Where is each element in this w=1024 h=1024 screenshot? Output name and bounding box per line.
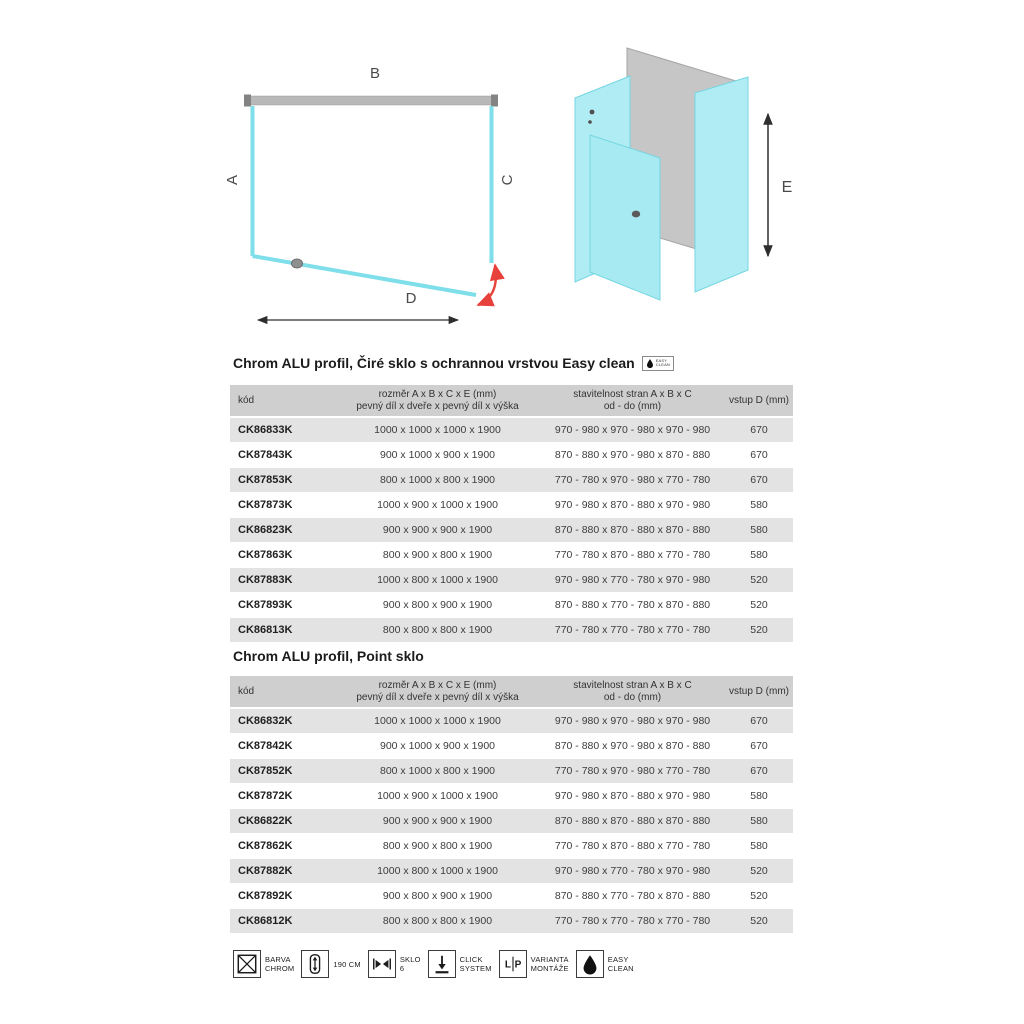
badge-label-line1: CLICK bbox=[459, 955, 483, 964]
iso-door-panel bbox=[590, 135, 660, 300]
top-view-diagram bbox=[225, 50, 525, 355]
col-header-code: kód bbox=[230, 385, 335, 417]
badge-label-line1: BARVA bbox=[265, 955, 291, 964]
easy-clean-badge bbox=[642, 356, 674, 371]
cell-entry-width: 670 bbox=[725, 758, 793, 783]
cell-entry-width: 580 bbox=[725, 833, 793, 858]
badge-label-line1: SKLO bbox=[399, 955, 421, 964]
cell-adjustability: 770 - 780 x 770 - 780 x 770 - 780 bbox=[540, 617, 725, 642]
cell-product-code: CK87842K bbox=[230, 733, 335, 758]
badge-label-line2: SYSTEM bbox=[459, 964, 492, 973]
cell-adjustability: 970 - 980 x 870 - 880 x 970 - 980 bbox=[540, 783, 725, 808]
badge-easy-clean bbox=[576, 950, 634, 978]
cell-size: 800 x 800 x 800 x 1900 bbox=[335, 908, 540, 933]
cell-size: 1000 x 900 x 1000 x 1900 bbox=[335, 783, 540, 808]
cell-adjustability: 770 - 780 x 770 - 780 x 770 - 780 bbox=[540, 908, 725, 933]
lp-letter-right: P bbox=[514, 959, 522, 971]
col-header-size-line2: pevný díl x dveře x pevný díl x výška bbox=[356, 691, 519, 703]
table-row bbox=[230, 567, 793, 592]
profile-end-cap-right bbox=[491, 95, 498, 107]
col-header-code: kód bbox=[230, 676, 335, 708]
badge-barva-chrom bbox=[233, 950, 294, 978]
click-system-icon bbox=[428, 950, 456, 978]
cell-product-code: CK87853K bbox=[230, 467, 335, 492]
table-row bbox=[230, 758, 793, 783]
col-header-size bbox=[335, 676, 540, 708]
cell-product-code: CK87873K bbox=[230, 492, 335, 517]
cell-adjustability: 870 - 880 x 870 - 880 x 870 - 880 bbox=[540, 808, 725, 833]
cell-entry-width: 670 bbox=[725, 442, 793, 467]
lp-variant-icon bbox=[499, 950, 527, 978]
iso-right-glass-panel bbox=[695, 77, 748, 292]
badge-label-line2: 6 bbox=[399, 964, 405, 973]
cell-product-code: CK87863K bbox=[230, 542, 335, 567]
col-header-adjust bbox=[540, 676, 725, 708]
section1-title-text: Chrom ALU profil, Čiré sklo s ochrannou vrstvou Easy clean bbox=[233, 355, 635, 371]
cell-entry-width: 670 bbox=[725, 467, 793, 492]
cell-size: 900 x 1000 x 900 x 1900 bbox=[335, 733, 540, 758]
label-c: C bbox=[499, 174, 516, 186]
easy-clean-badge-line2: CLEAN bbox=[655, 362, 671, 367]
col-header-size-line1: rozměr A x B x C x E (mm) bbox=[378, 680, 497, 691]
table-row bbox=[230, 883, 793, 908]
cell-entry-width: 580 bbox=[725, 542, 793, 567]
table-row bbox=[230, 858, 793, 883]
table-row bbox=[230, 708, 793, 733]
table-row bbox=[230, 417, 793, 442]
spec-table-point bbox=[230, 676, 793, 934]
iso-door-handle bbox=[632, 211, 640, 218]
hinge-dot-top bbox=[590, 110, 595, 115]
easy-clean-drop-icon bbox=[646, 358, 654, 369]
cell-size: 800 x 1000 x 800 x 1900 bbox=[335, 758, 540, 783]
cell-adjustability: 870 - 880 x 970 - 980 x 870 - 880 bbox=[540, 733, 725, 758]
section1-title bbox=[233, 355, 674, 371]
table-row bbox=[230, 542, 793, 567]
cell-entry-width: 580 bbox=[725, 808, 793, 833]
table-row bbox=[230, 908, 793, 933]
badge-varianta-montaze bbox=[499, 950, 569, 978]
cell-entry-width: 520 bbox=[725, 883, 793, 908]
door-swing-arrow bbox=[478, 265, 496, 305]
col-header-adjust bbox=[540, 385, 725, 417]
cell-adjustability: 870 - 880 x 770 - 780 x 870 - 880 bbox=[540, 592, 725, 617]
cell-size: 900 x 900 x 900 x 1900 bbox=[335, 808, 540, 833]
badge-label-line1: VARIANTA bbox=[530, 955, 569, 964]
cell-product-code: CK87843K bbox=[230, 442, 335, 467]
cell-adjustability: 870 - 880 x 970 - 980 x 870 - 880 bbox=[540, 442, 725, 467]
cell-size: 1000 x 900 x 1000 x 1900 bbox=[335, 492, 540, 517]
label-d: D bbox=[405, 290, 417, 307]
col-header-entry: vstup D (mm) bbox=[725, 676, 793, 708]
table-row bbox=[230, 467, 793, 492]
col-header-adjust-line2: od - do (mm) bbox=[603, 400, 662, 412]
cell-product-code: CK86812K bbox=[230, 908, 335, 933]
cell-product-code: CK87883K bbox=[230, 567, 335, 592]
cell-product-code: CK87892K bbox=[230, 883, 335, 908]
glass-thickness-icon bbox=[368, 950, 396, 978]
easy-clean-badge-line1: EASY bbox=[655, 357, 668, 363]
cell-entry-width: 580 bbox=[725, 517, 793, 542]
cell-product-code: CK87852K bbox=[230, 758, 335, 783]
cell-size: 900 x 1000 x 900 x 1900 bbox=[335, 442, 540, 467]
cell-product-code: CK86832K bbox=[230, 708, 335, 733]
label-a: A bbox=[225, 174, 241, 186]
cell-adjustability: 970 - 980 x 970 - 980 x 970 - 980 bbox=[540, 708, 725, 733]
footer-badges bbox=[233, 950, 634, 978]
cell-adjustability: 870 - 880 x 770 - 780 x 870 - 880 bbox=[540, 883, 725, 908]
table-row bbox=[230, 733, 793, 758]
cell-entry-width: 670 bbox=[725, 708, 793, 733]
col-header-adjust-line1: stavitelnost stran A x B x C bbox=[573, 389, 692, 400]
cell-entry-width: 520 bbox=[725, 617, 793, 642]
cell-adjustability: 770 - 780 x 970 - 980 x 770 - 780 bbox=[540, 467, 725, 492]
badge-height-190 bbox=[301, 950, 360, 978]
cell-size: 1000 x 1000 x 1000 x 1900 bbox=[335, 417, 540, 442]
cell-size: 800 x 900 x 800 x 1900 bbox=[335, 542, 540, 567]
table-row bbox=[230, 517, 793, 542]
badge-label-line2: CLEAN bbox=[607, 964, 634, 973]
badge-click-system bbox=[428, 950, 492, 978]
col-header-adjust-line1: stavitelnost stran A x B x C bbox=[573, 680, 692, 691]
cell-entry-width: 670 bbox=[725, 417, 793, 442]
cell-product-code: CK86833K bbox=[230, 417, 335, 442]
table-row bbox=[230, 617, 793, 642]
cell-adjustability: 770 - 780 x 970 - 980 x 770 - 780 bbox=[540, 758, 725, 783]
cell-size: 800 x 900 x 800 x 1900 bbox=[335, 833, 540, 858]
table-row bbox=[230, 833, 793, 858]
badge-label-line1: EASY bbox=[607, 955, 629, 964]
section2-title bbox=[233, 648, 424, 664]
table-row bbox=[230, 492, 793, 517]
cell-adjustability: 770 - 780 x 870 - 880 x 770 - 780 bbox=[540, 833, 725, 858]
cell-entry-width: 520 bbox=[725, 567, 793, 592]
col-header-size-line2: pevný díl x dveře x pevný díl x výška bbox=[356, 400, 519, 412]
profile-end-cap-left bbox=[244, 95, 251, 107]
badge-label-line1: 190 CM bbox=[333, 959, 361, 969]
cell-product-code: CK86822K bbox=[230, 808, 335, 833]
cell-product-code: CK87872K bbox=[230, 783, 335, 808]
cell-size: 1000 x 800 x 1000 x 1900 bbox=[335, 567, 540, 592]
door-handle bbox=[292, 259, 303, 268]
chrome-frame-icon bbox=[233, 950, 261, 978]
table-row bbox=[230, 783, 793, 808]
door-panel bbox=[253, 256, 477, 295]
cell-entry-width: 520 bbox=[725, 908, 793, 933]
col-header-size bbox=[335, 385, 540, 417]
label-b: B bbox=[369, 65, 381, 82]
cell-entry-width: 580 bbox=[725, 783, 793, 808]
cell-size: 1000 x 1000 x 1000 x 1900 bbox=[335, 708, 540, 733]
cell-entry-width: 580 bbox=[725, 492, 793, 517]
col-header-adjust-line2: od - do (mm) bbox=[603, 691, 662, 703]
table-row bbox=[230, 442, 793, 467]
cell-adjustability: 770 - 780 x 870 - 880 x 770 - 780 bbox=[540, 542, 725, 567]
cell-size: 900 x 800 x 900 x 1900 bbox=[335, 883, 540, 908]
table-row bbox=[230, 808, 793, 833]
cell-adjustability: 870 - 880 x 870 - 880 x 870 - 880 bbox=[540, 517, 725, 542]
cell-product-code: CK87862K bbox=[230, 833, 335, 858]
cell-size: 1000 x 800 x 1000 x 1900 bbox=[335, 858, 540, 883]
col-header-entry: vstup D (mm) bbox=[725, 385, 793, 417]
cell-size: 900 x 900 x 900 x 1900 bbox=[335, 517, 540, 542]
top-profile-bar bbox=[245, 96, 497, 105]
cell-product-code: CK87882K bbox=[230, 858, 335, 883]
cell-size: 800 x 1000 x 800 x 1900 bbox=[335, 467, 540, 492]
table-header-row bbox=[230, 385, 793, 417]
table-header-row bbox=[230, 676, 793, 708]
cell-product-code: CK86823K bbox=[230, 517, 335, 542]
badge-label-line2: MONTÁŽE bbox=[530, 964, 569, 973]
badge-label-line2: CHROM bbox=[265, 964, 295, 973]
cell-entry-width: 520 bbox=[725, 592, 793, 617]
badge-sklo-6 bbox=[368, 950, 421, 978]
top-view-svg bbox=[225, 50, 525, 350]
cell-product-code: CK86813K bbox=[230, 617, 335, 642]
table-row bbox=[230, 592, 793, 617]
height-icon bbox=[301, 950, 329, 978]
cell-size: 800 x 800 x 800 x 1900 bbox=[335, 617, 540, 642]
cell-entry-width: 520 bbox=[725, 858, 793, 883]
cell-adjustability: 970 - 980 x 870 - 880 x 970 - 980 bbox=[540, 492, 725, 517]
cell-adjustability: 970 - 980 x 970 - 980 x 970 - 980 bbox=[540, 417, 725, 442]
cell-product-code: CK87893K bbox=[230, 592, 335, 617]
cell-size: 900 x 800 x 900 x 1900 bbox=[335, 592, 540, 617]
section2-title-text: Chrom ALU profil, Point sklo bbox=[233, 648, 424, 664]
easy-clean-drop-icon bbox=[576, 950, 604, 978]
hinge-dot-bottom bbox=[588, 120, 592, 124]
cell-adjustability: 970 - 980 x 770 - 780 x 970 - 980 bbox=[540, 858, 725, 883]
col-header-size-line1: rozměr A x B x C x E (mm) bbox=[378, 389, 497, 400]
iso-view-diagram bbox=[553, 22, 813, 327]
lp-letter-left: L bbox=[504, 959, 511, 971]
spec-table-easy-clean bbox=[230, 385, 793, 643]
cell-adjustability: 970 - 980 x 770 - 780 x 970 - 980 bbox=[540, 567, 725, 592]
cell-entry-width: 670 bbox=[725, 733, 793, 758]
label-e: E bbox=[781, 179, 793, 196]
iso-view-svg bbox=[553, 22, 813, 322]
